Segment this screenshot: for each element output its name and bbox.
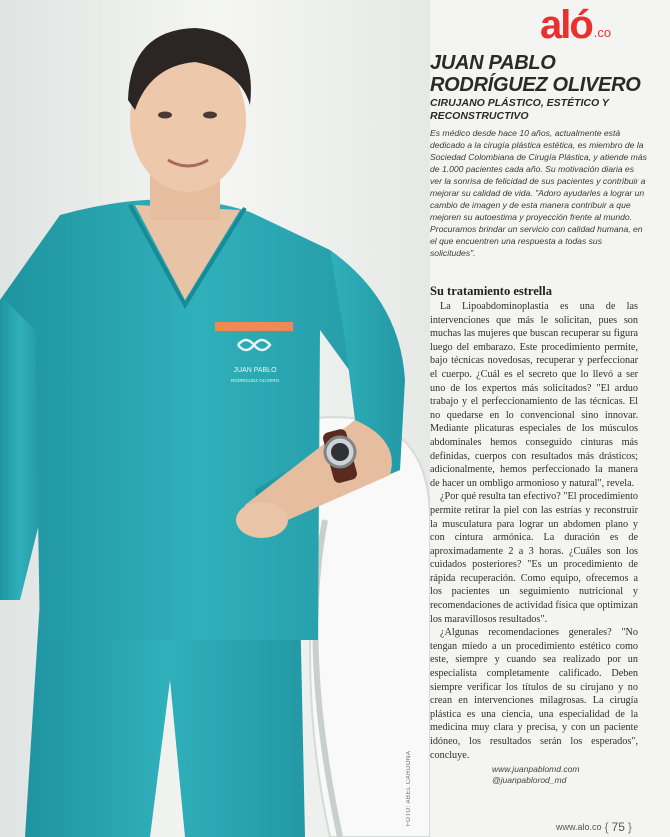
logo-wordmark: aló	[540, 3, 592, 47]
article-paragraph: ¿Algunas recomendaciones generales? "No tengan miedo a un procedimiento estético como este, siempre y cuando sea realizado por un especialista completamente calificado. Deben siempre verificar los títulos de su cirujano y no crean en intervenciones milagrosas. La cirugía plástica es una ciencia, una especialidad de la medicina muy clara y precisa, y con un paciente idóneo, los resultados serán los esperados", concluye.	[430, 627, 638, 761]
footer-site[interactable]: www.alo.co	[556, 822, 602, 832]
magazine-logo[interactable]	[540, 3, 612, 47]
article-paragraph: La Lipoabdominoplastia es una de las intervenciones que más le solicitan, pues son muchas las mujeres que buscan recuperar su figura luego del embarazo. Este procedimiento permite, bajo técnicas novedosas, recuperar y perfeccionar el cuerpo. ¿Cuál es el secreto que lo llevó a ser uno de los expertos más solicitados? "El arduo trabajo y el perfeccionamiento de las técnicas. El no quedarse en lo convencional sino innovar. Mediante plicaturas especiales de los músculos abdominales hemos conseguido cinturas más definidas, cuerpos con resultados más drásticos; adicionalmente, hemos perfeccionado la manera de hacer un ombligo armonioso y natural", revela.	[430, 301, 638, 489]
doctor-name: JUAN PABLO RODRÍGUEZ OLIVERO	[430, 52, 641, 96]
photo-credit: FOTO: ABEL CARDONA	[406, 750, 412, 826]
doctor-bio: Es médico desde hace 10 años, actualmente está dedicado a la cirugía plástica estética, es miembro de la Sociedad Colombiana de Cirugía Plástica, y atiende más de 1.000 pacientes cada año. Su motivación diaria es ver la sonrisa de felicidad de sus pacientes y contribuir a mejorar su calidad de vida. "Adoro ayudarles a lograr un cambio de imagen y de esta manera contribuir a que mejoren su autoestima y proyección frente al mundo. Procuramos brindar un servicio con calidad humana, en el que encuentren una respuesta a todas sus solicitudes".	[430, 128, 647, 258]
page-footer	[556, 820, 656, 834]
scrub-logo-line1: JUAN PABLO	[233, 367, 277, 374]
brace-left-icon: {	[604, 820, 609, 834]
social-handle[interactable]: @juanpablorod_md	[492, 775, 567, 785]
logo-suffix: .co	[593, 25, 612, 40]
article-paragraph: ¿Por qué resulta tan efectivo? "El procedimiento permite retirar la piel con las estrías y reconstruir la musculatura para lograr un abdomen plano y con cintura armónica. La duración es de aproximadamente 2 a 3 horas. ¿Cuáles son los cuidados posteriores? "Es un procedimiento de rápida recuperación. Como equipo, ofrecemos a los pacientes un seguimiento nutricional y recomendaciones de actividad física que optimizan los maravillosos resultados".	[430, 491, 638, 625]
doctor-role: CIRUJANO PLÁSTICO, ESTÉTICO Y RECONSTRUCTIVO	[430, 97, 609, 122]
page-number: 75	[611, 820, 625, 834]
article-body	[430, 300, 638, 762]
brace-right-icon: }	[627, 820, 632, 834]
scrub-logo-line2: RODRÍGUEZ OLIVERO	[230, 378, 280, 383]
website-link[interactable]: www.juanpablomd.com	[492, 764, 580, 774]
contact-links	[492, 764, 642, 786]
section-title: Su tratamiento estrella	[430, 284, 552, 298]
